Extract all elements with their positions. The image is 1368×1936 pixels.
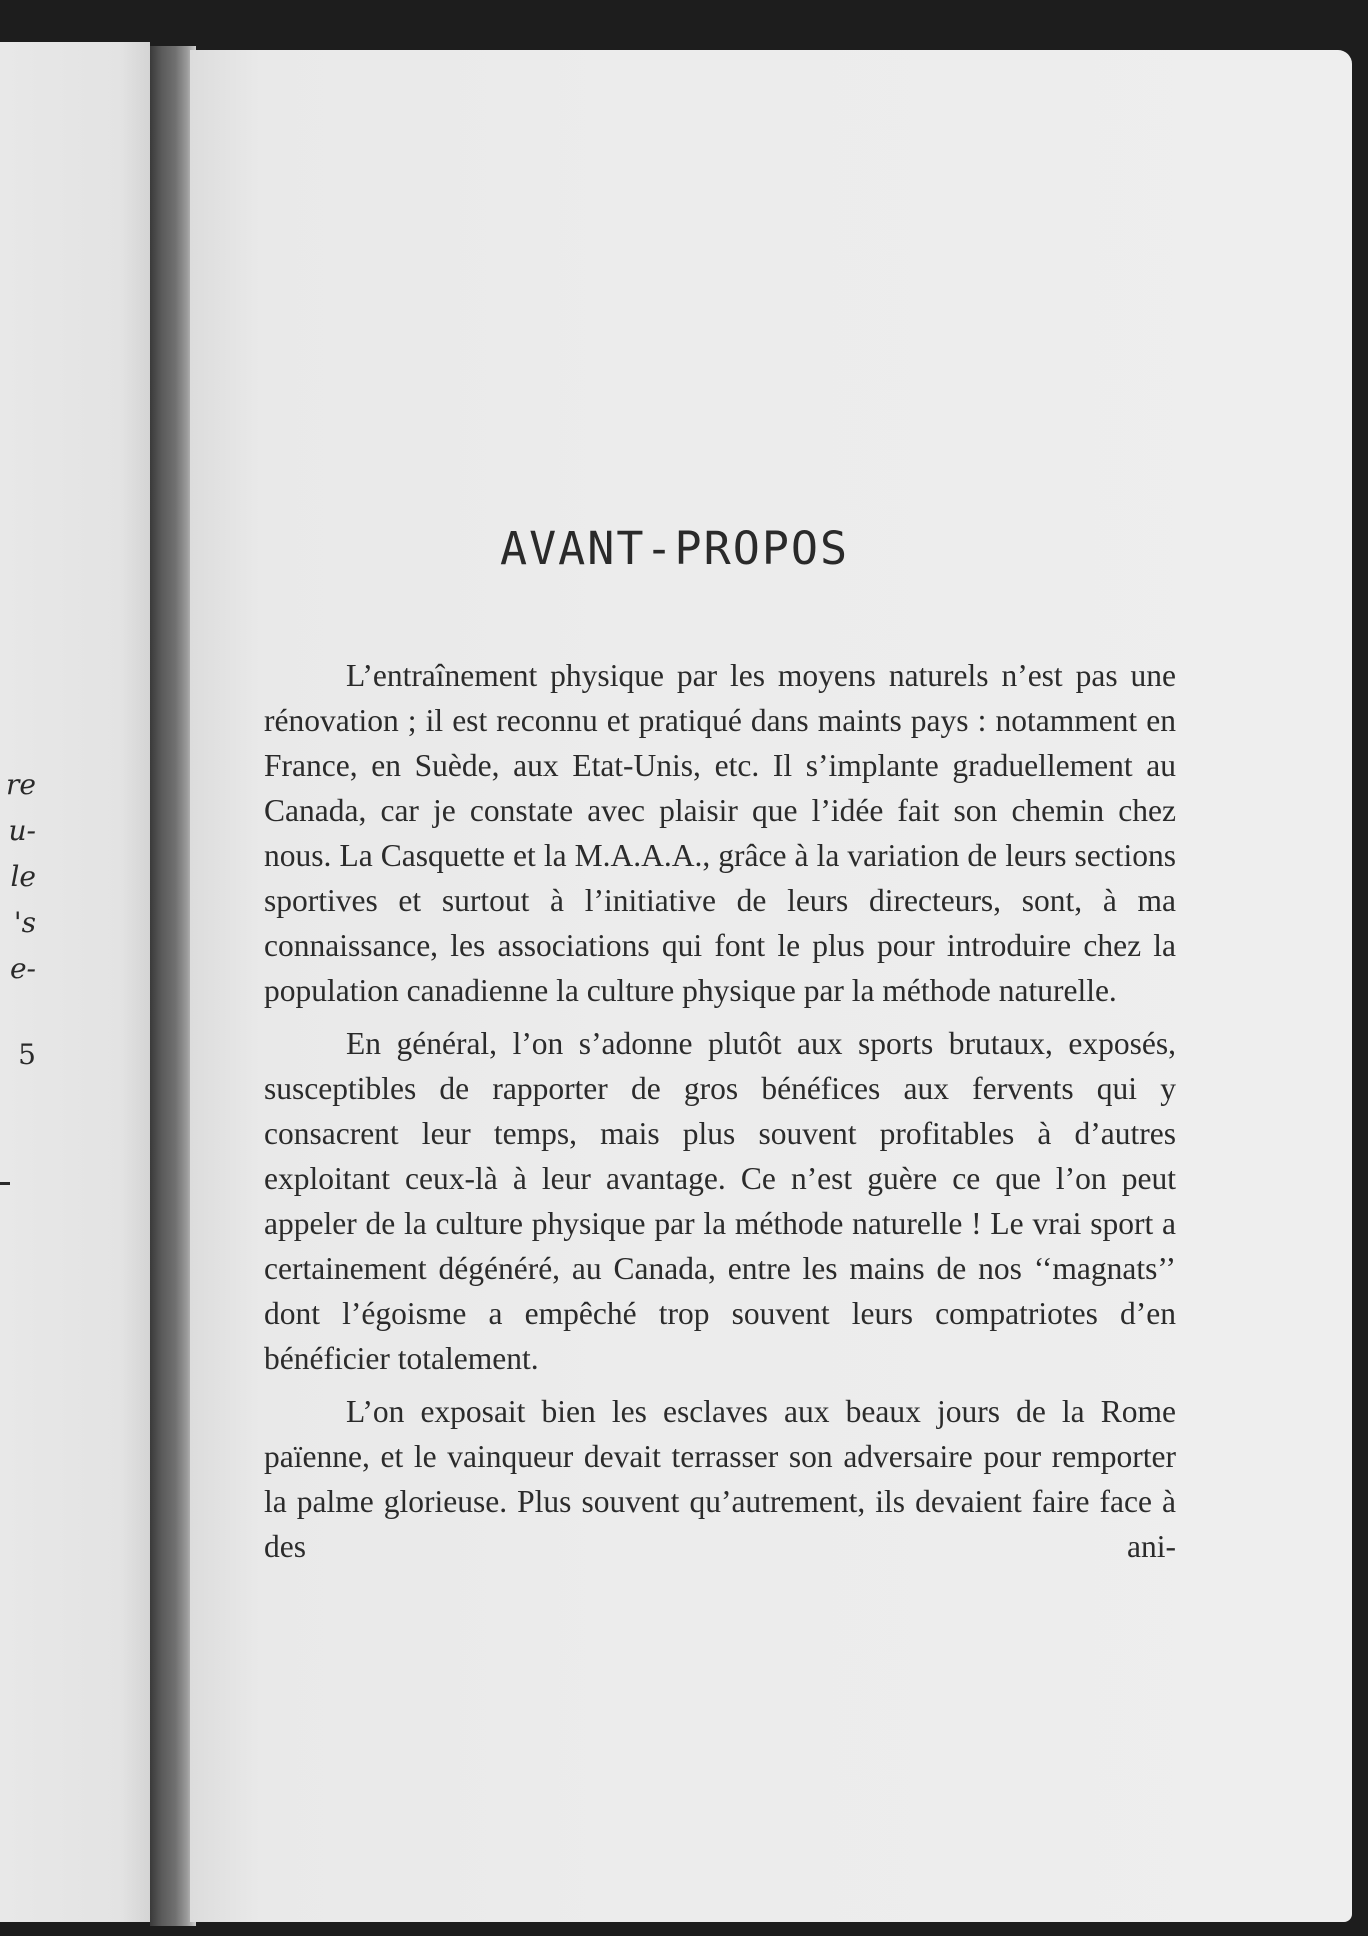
paragraph: L’on exposait bien les esclaves aux beaux jours de la Rome païenne, et le vainqueur devait terrasser son adversaire pour remporter la palme glorieuse. Plus souvent qu’autrement, ils devaient faire face à des ani- — [264, 1394, 1176, 1564]
left-fragment: e- — [9, 952, 36, 985]
left-fragment: le — [10, 860, 36, 893]
left-page-text-fragments — [0, 762, 40, 1078]
left-page-number: 5 — [18, 1038, 36, 1071]
body-text — [264, 653, 1176, 1577]
left-fragment: u- — [8, 814, 36, 847]
left-page-mark — [0, 1182, 10, 1185]
paragraph: L’entraînement physique par les moyens naturels n’est pas une rénovation ; il est reconnu et pratiqué dans maints pays : notamment en France, en Suède, aux Etat-Unis, etc. Il s’implante graduellement au Canada, car je constate avec plaisir que l’idée fait son chemin chez nous. La Casquette et la M.A.A.A., grâce à la variation de leurs sections sportives et surtout à l’initiative de leurs directeurs, sont, à ma connaissance, les associations qui font le plus pour introduire chez la population canadienne la culture physique par la méthode naturelle. — [264, 658, 1176, 1008]
left-fragment: re — [6, 768, 36, 801]
left-fragment: 's — [13, 906, 36, 939]
paragraph: En général, l’on s’adonne plutôt aux sports brutaux, exposés, susceptibles de rapporter de gros bénéfices aux fervents qui y consacrent leur temps, mais plus souvent profitables à d’autres exploitant ceux-là à leur avantage. Ce n’est guère ce que l’on peut appeler de la culture physique par la méthode naturelle ! Le vrai sport a certainement dégénéré, au Canada, entre les mains de nos ‘‘magnats’’ dont l’égoisme a empêché trop souvent leurs compatriotes d’en bénéficier totalement. — [264, 1026, 1176, 1376]
page-title: AVANT-PROPOS — [500, 522, 850, 575]
left-page — [0, 42, 150, 1922]
